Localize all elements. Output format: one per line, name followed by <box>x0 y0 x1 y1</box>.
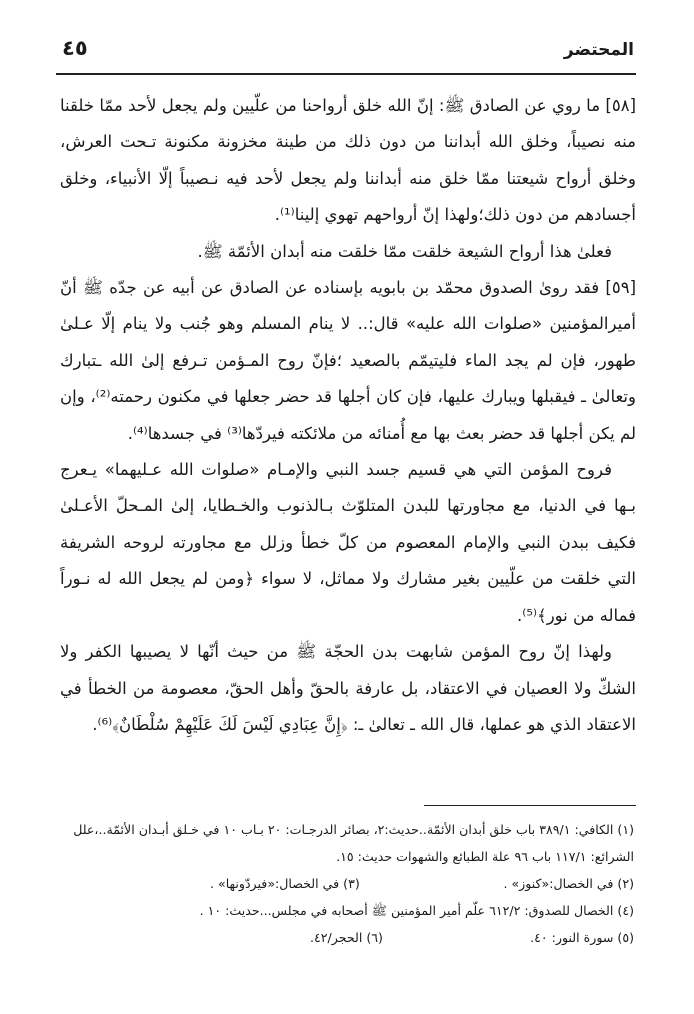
paragraph-58: [٥٨] ما روي عن الصادق ﷺ: إنّ الله خلق أرواحنا من علّيين ولم يجعل لأحد ممّا خلقنا منه نصيباً، وخلق الله أبداننا من دون ذلك من طينة مخزونة مكنونة تـحت العرش، وخلق أرواح شيعتنا ممّا خلق منه أبداننا ولم يجعل لأحد فيه نـصيباً إلّا الأنبياء، وخلق أجسادهم من دون ذلك؛ولهذا إنّ أرواحهم تهوي إلينا⁽¹⁾. <box>60 96 636 225</box>
paragraph-comment-1: فعلىٰ هذا أرواح الشيعة خلقت ممّا خلقت منه أبدان الأئمّة ﷺ. <box>197 241 612 261</box>
footnotes <box>60 816 634 951</box>
footnote-2: (٢) في الخصال:«كنوز» . <box>503 876 634 891</box>
paragraph-59: [٥٩] فقد روىٰ الصدوق محمّد بن بابويه بإسناده عن الصادق عن أبيه عن جدّه ﷺ أنّ أميرالمؤمنين «صلوات الله عليه» قال:.. لا ينام المسلم وهو جُنب ولا ينام إلّا عـلىٰ طهور، فإن لم يجد الماء فليتيمّم بالصعيد ؛فإنّ روح المـؤمن تـرفع إلىٰ الله ـتبارك وتعالىٰ ـ فيقبلها ويبارك عليها، فإن كان أجلها قد حضر جعلها في مكنون رحمته⁽²⁾، وإن لم يكن أجلها قد حضر بعث بها مع أُمنائه من ملائكته فيردّها⁽³⁾ في جسدها⁽⁴⁾. <box>60 278 636 443</box>
page-header <box>62 36 634 70</box>
footnote-row <box>60 870 634 897</box>
footnote-4: (٤) الخصال للصدوق: ٦١٢/٢ علّم أمير المؤمنين ﷺ أصحابه في مجلس...حديث: ١٠ . <box>199 903 634 918</box>
paragraph-comment-2: فروح المؤمن التي هي قسيم جسد النبي والإمـام «صلوات الله عـليهما» يـعرج بـها في الدنيا، مع مجاورتها للبدن المتلوّث بـالذنوب والخـطايا، إلىٰ المـحلّ الأعـلىٰ فكيف ببدن النبي والإمام المعصوم من كلّ خطأ وزلل مع مجاورته لروحه الشريفة التي خلقت من علّيين بغير مشارك ولا مماثل، لا سواء ﴿ومن لم يجعل الله له نـوراً فماله من نور﴾⁽⁵⁾. <box>60 460 636 625</box>
footnote-6: (٦) الحجر/٤٢. <box>310 930 383 945</box>
footnote-3: (٣) في الخصال:«فيردّونها» . <box>210 876 360 891</box>
main-text <box>60 88 636 743</box>
footnote-rule <box>424 805 636 806</box>
footnote-row <box>60 924 634 951</box>
page-number: ٤٥ <box>62 36 88 60</box>
header-rule <box>56 73 636 75</box>
footnote-5: (٥) سورة النور: ٤٠. <box>530 930 634 945</box>
running-title: المحتضر <box>563 40 634 60</box>
paragraph-comment-3: ولهذا إنّ روح المؤمن شابهت بدن الحجّة ﷺ من حيث أنّها لا يصيبها الكفر ولا الشكّ ولا العصيان في الاعتقاد، بل عارفة بالحقّ وأهل الحقّ، معصومة من الخطأ في الاعتقاد الذي هو عملها، قال الله ـ تعالىٰ ـ: ﴿إِنَّ عِبَادِي لَيْسَ لَكَ عَلَيْهِمْ سُلْطَانٌ﴾⁽⁶⁾. <box>60 642 636 734</box>
footnote-1: (١) الكافي: ٣٨٩/١ باب خلق أبدان الأئمّة..حديث:٢، بصائر الدرجـات: ٢٠ بـاب ١٠ في خـلق أبـدان الأئمّة..،علل الشرائع: ١١٧/١ باب ٩٦ علة الطبائع والشهوات حديث: ١٥. <box>73 822 634 864</box>
